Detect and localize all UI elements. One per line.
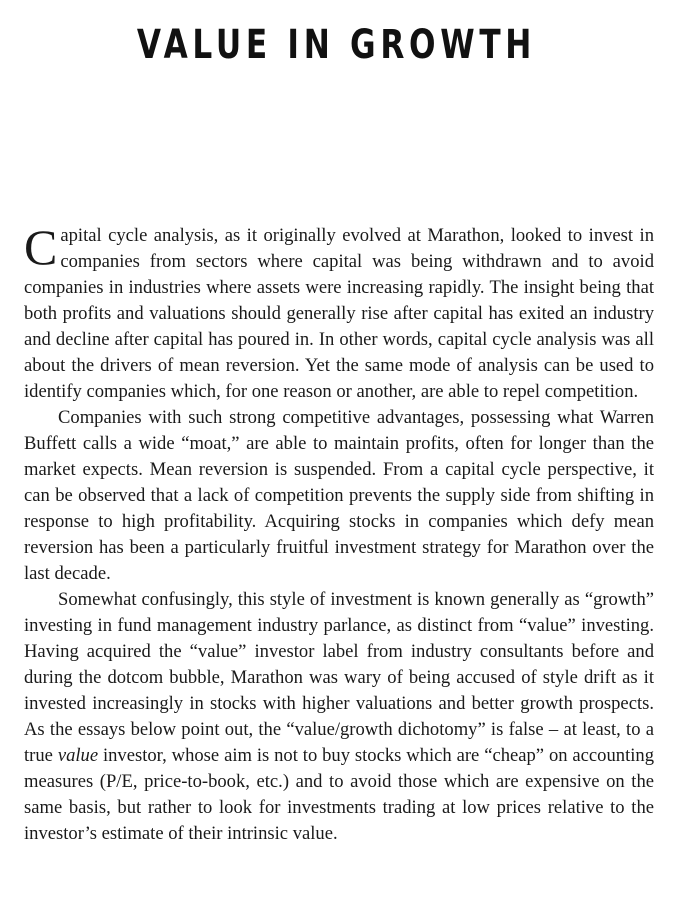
paragraph-3-emphasis: value (57, 745, 99, 766)
paragraph-3-text-before: Somewhat confusingly, this style of investment is known generally as “growth” investing in fund management industry parlance, as distinct from “value” investing. Having acquired the “value” investor label from industry consultants before and during the dotcom bubble, Marathon was wary of being accused of style drift as it invested increasingly in stocks with higher valuations and better growth prospects. As the essays below point out, the “value/growth dichotomy” is false – at least, to a true (24, 589, 654, 766)
paragraph-2 (24, 405, 654, 587)
paragraph-1 (24, 219, 654, 405)
paragraph-1-text: apital cycle analysis, as it originally evolved at Marathon, looked to invest in companies from sectors where capital was being withdrawn and to avoid companies in industries where assets were increasing rapidly. The insight being that both profits and valuations should generally rise after capital has exited an industry and decline after capital has poured in. In other words, capital cycle analysis was all about the drivers of mean reversion. Yet the same mode of analysis can be used to identify companies which, for one reason or another, are able to repel competition. (24, 225, 654, 402)
drop-cap: C (24, 219, 58, 275)
paragraph-2-text: Companies with such strong competitive advantages, possessing what Warren Buffett calls a wide “moat,” are able to maintain profits, often for longer than the market expects. Mean reversion is suspended. From a capital cycle perspective, it can be observed that a lack of competition prevents the supply side from shifting in response to high profitability. Acquiring stocks in companies which defy mean reversion has been a particularly fruitful investment strategy for Marathon over the last decade. (24, 407, 654, 584)
chapter-title: VALUE IN GROWTH (136, 22, 537, 68)
paragraph-3 (24, 587, 654, 847)
chapter-body (24, 219, 655, 847)
paragraph-3-text-after: investor, whose aim is not to buy stocks which are “cheap” on accounting measures (P/E, price-to-book, etc.) and to avoid those which are expensive on the same basis, but rather to look for investments trading at low prices relative to the investor’s estimate of their intrinsic value. (24, 745, 655, 844)
